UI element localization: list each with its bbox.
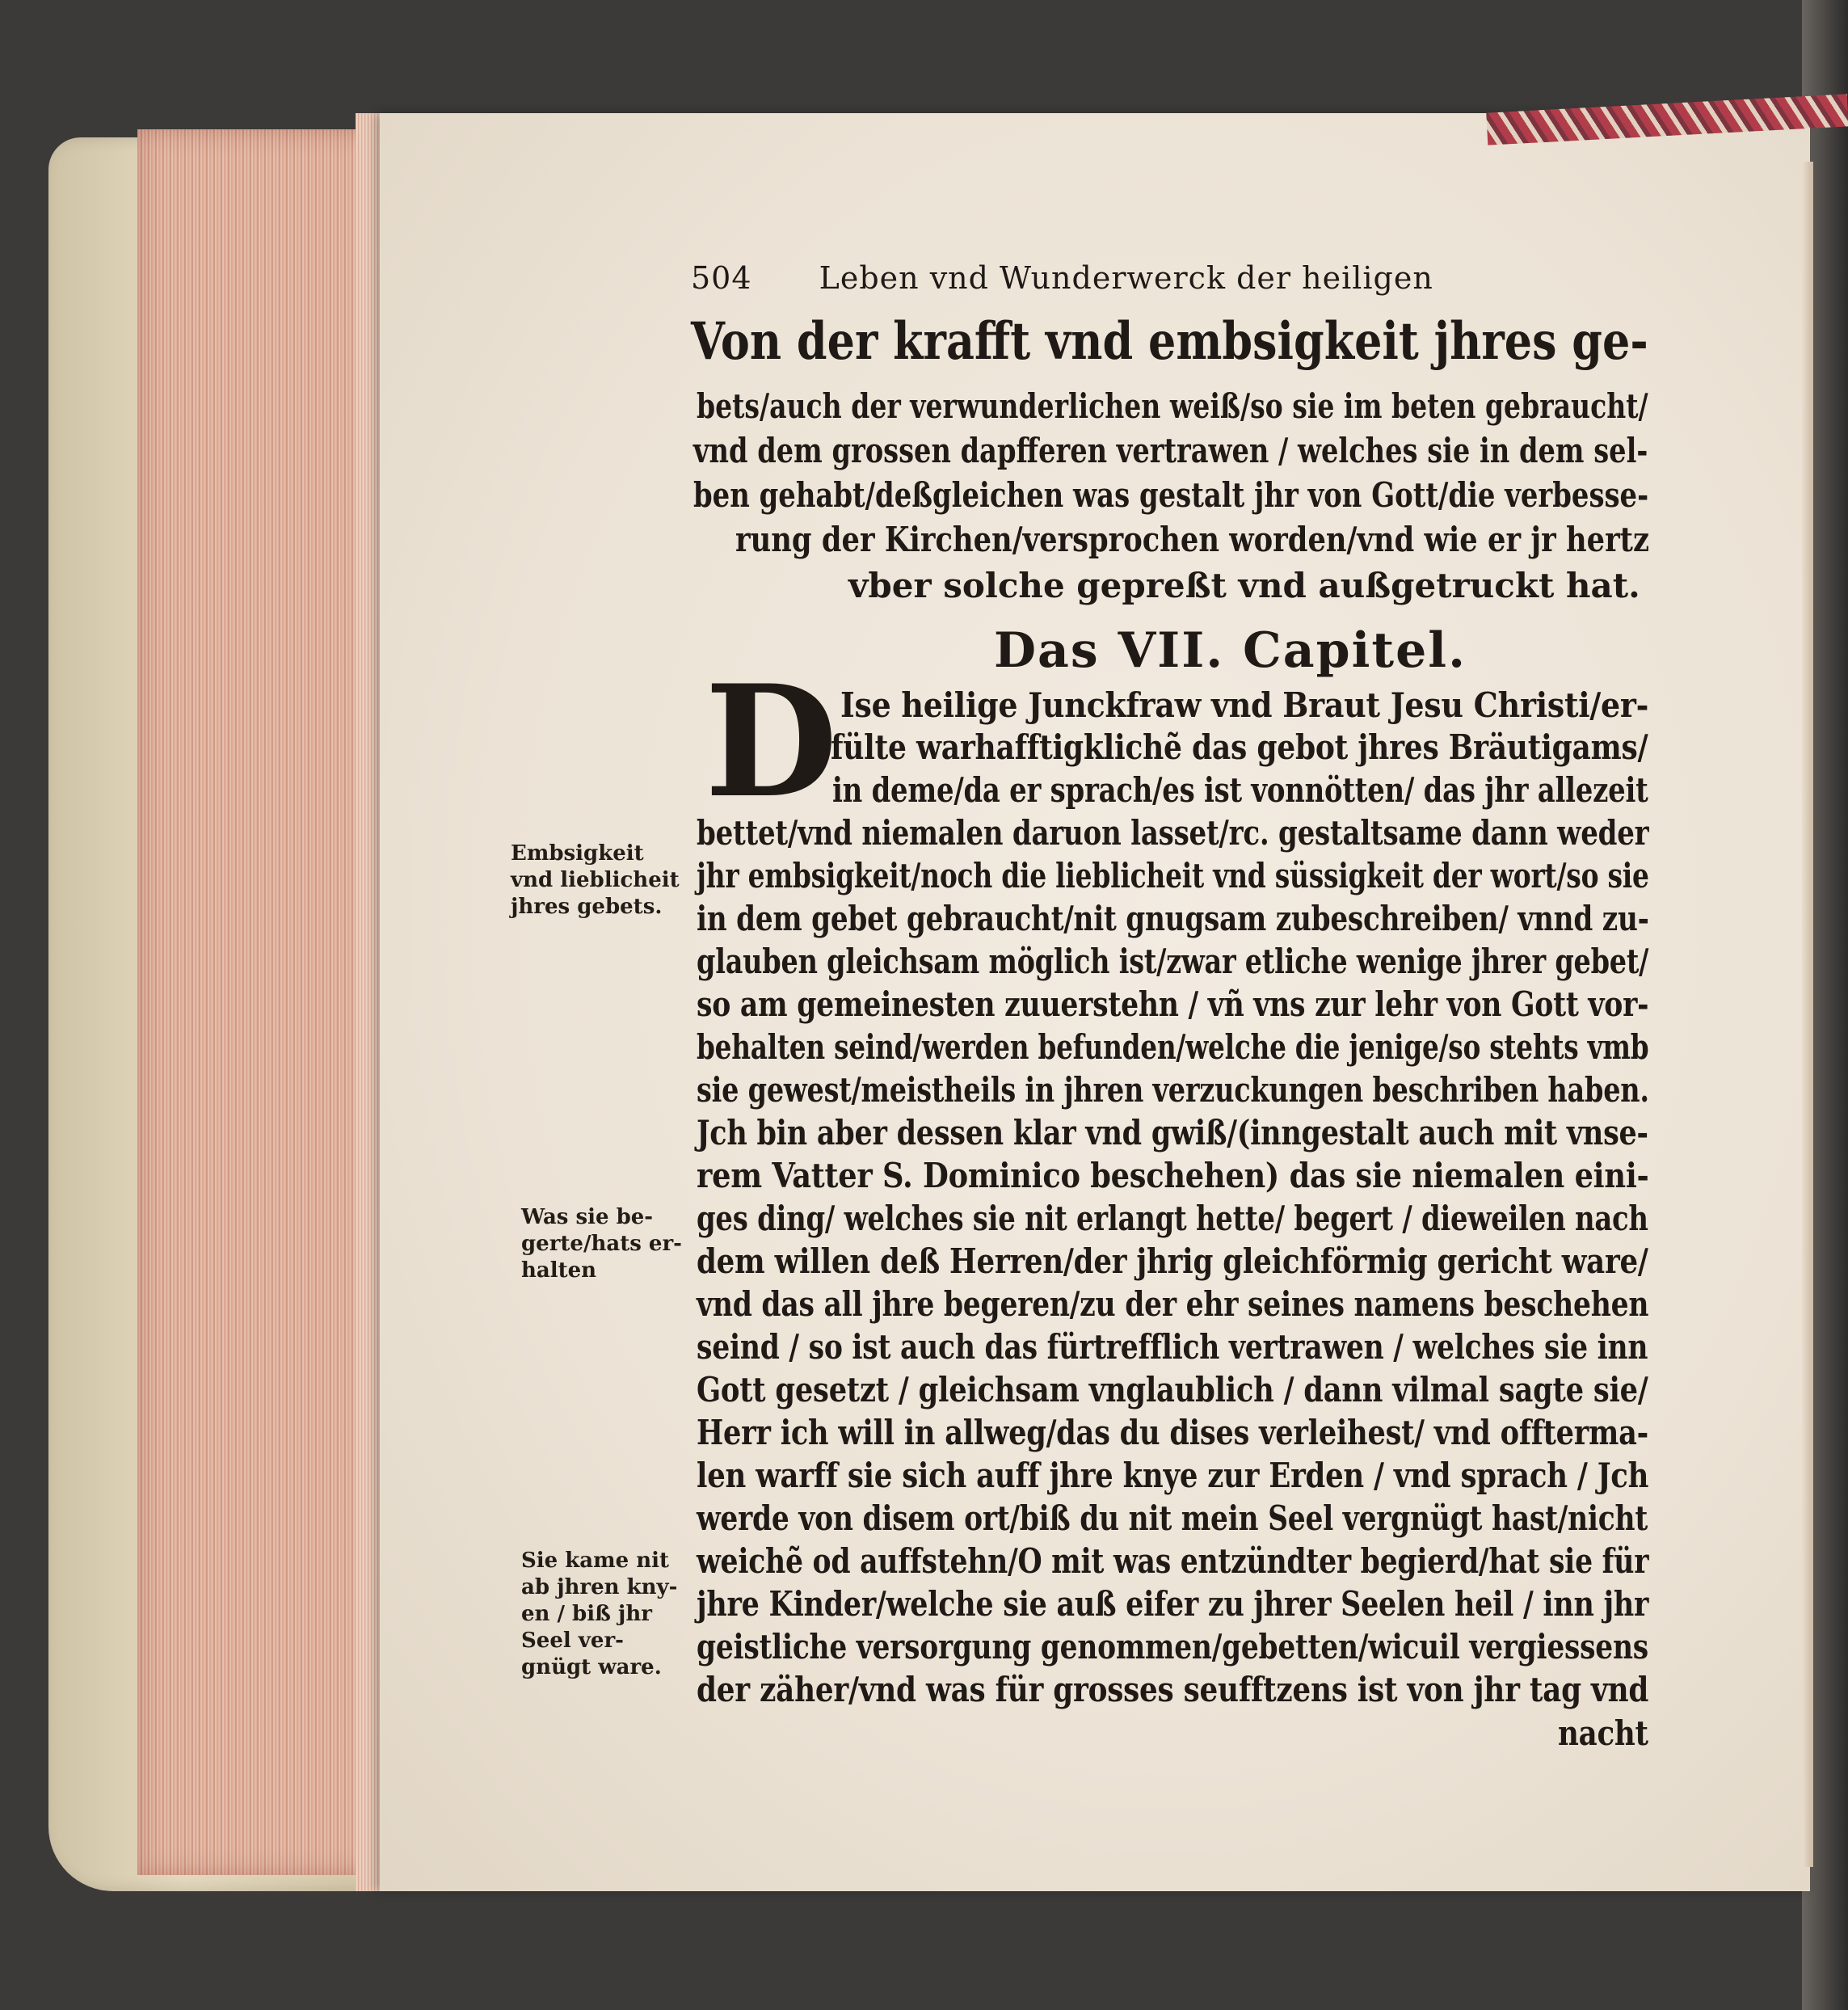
body-line: seind / so ist auch das fürtrefflich vertrawen / welches sie inn <box>697 1327 1648 1367</box>
body-line: werde von disem ort/biß du nit mein Seel vergnügt hast/nicht <box>697 1498 1648 1538</box>
body-line: der zäher/vnd was für grosses seufftzens ist von jhr tag vnd <box>697 1670 1649 1709</box>
body-line: Herr ich will in allweg/das du dises verleihest/ vnd offterma- <box>697 1413 1649 1452</box>
title-line-3: vnd dem grossen dapfferen vertrawen / welches sie in dem sel- <box>693 431 1648 470</box>
body-line: weichẽ od auffstehn/O mit was entzündter begierd/hat sie für <box>697 1541 1649 1581</box>
body-line: in dem gebet gebraucht/nit gnugsam zubeschreiben/ vnnd zu- <box>697 899 1649 938</box>
margin-note-1: Embsigkeit vnd lieblicheit jhres gebets. <box>511 841 680 919</box>
title-line-4: ben gehabt/deßgleichen was gestalt jhr von Gott/die verbesse- <box>693 475 1649 515</box>
body-line: fülte warhafftigklichẽ das gebot jhres Bräutigams/ <box>831 727 1648 767</box>
body-line: vnd das all jhre begeren/zu der ehr seines namens beschehen <box>697 1284 1649 1324</box>
body-line: glauben gleichsam möglich ist/zwar etliche wenige jhrer gebet/ <box>697 942 1649 981</box>
facing-page-edge <box>1802 162 1813 1867</box>
body-line: ges ding/ welches sie nit erlangt hette/ begert / dieweilen nach <box>697 1199 1648 1238</box>
body-line: in deme/da er sprach/es ist vonnötten/ das jhr allezeit <box>832 770 1648 810</box>
body-line: so am gemeinesten zuuerstehn / vñ vns zur lehr von Gott vor- <box>697 984 1649 1024</box>
body-line: Gott gesetzt / gleichsam vnglaublich / dann vilmal sagte sie/ <box>697 1370 1648 1410</box>
body-line: Jch bin aber dessen klar vnd gwiß/(inngestalt auch mit vnse- <box>697 1113 1648 1152</box>
page-edges <box>137 129 380 1875</box>
body-line: len warff sie sich auff jhre knye zur Erden / vnd sprach / Jch <box>697 1456 1649 1495</box>
margin-note-3: Sie kame nit ab jhren kny- en / biß jhr Seel ver- gnügt ware. <box>521 1549 678 1679</box>
chapter-heading: Das VII. Capitel. <box>994 622 1467 679</box>
title-line-5: rung der Kirchen/versprochen worden/vnd wie er jr hertz <box>735 520 1649 559</box>
body-line: behalten seind/werden befunden/welche die jenige/so stehts vmb <box>697 1027 1649 1067</box>
catchword: nacht <box>1558 1713 1648 1753</box>
title-line-1: Von der krafft vnd embsigkeit jhres ge- <box>691 311 1648 372</box>
title-line-6: vber solche gepreßt vnd außgetruckt hat. <box>848 566 1640 605</box>
body-line: jhr embsigkeit/noch die lieblicheit vnd süssigkeit der wort/so sie <box>697 856 1649 895</box>
body-line: Ise heilige Junckfraw vnd Braut Jesu Christi/er- <box>840 685 1649 725</box>
running-title: Leben vnd Wunderwerck der heiligen <box>819 260 1433 296</box>
body-line: geistliche versorgung genommen/gebetten/wicuil vergiessens <box>697 1627 1648 1667</box>
body-line: bettet/vnd niemalen daruon lasset/rc. gestaltsame dann weder <box>697 813 1649 853</box>
body-line: sie gewest/meistheils in jhren verzuckungen beschriben haben. <box>697 1070 1649 1110</box>
body-line: rem Vatter S. Dominico beschehen) das sie niemalen eini- <box>697 1156 1649 1195</box>
body-line: jhre Kinder/welche sie auß eifer zu jhrer Seelen heil / inn jhr <box>697 1584 1649 1624</box>
margin-note-2: Was sie be- gerte/hats er- halten <box>521 1205 682 1283</box>
page-number: 504 <box>691 260 752 296</box>
title-line-2: bets/auch der verwunderlichen weiß/so sie im beten gebraucht/ <box>697 386 1648 426</box>
running-header <box>691 260 1433 296</box>
body-line: dem willen deß Herren/der jhrig gleichförmig gericht ware/ <box>697 1241 1648 1281</box>
drop-cap: D <box>705 651 838 832</box>
